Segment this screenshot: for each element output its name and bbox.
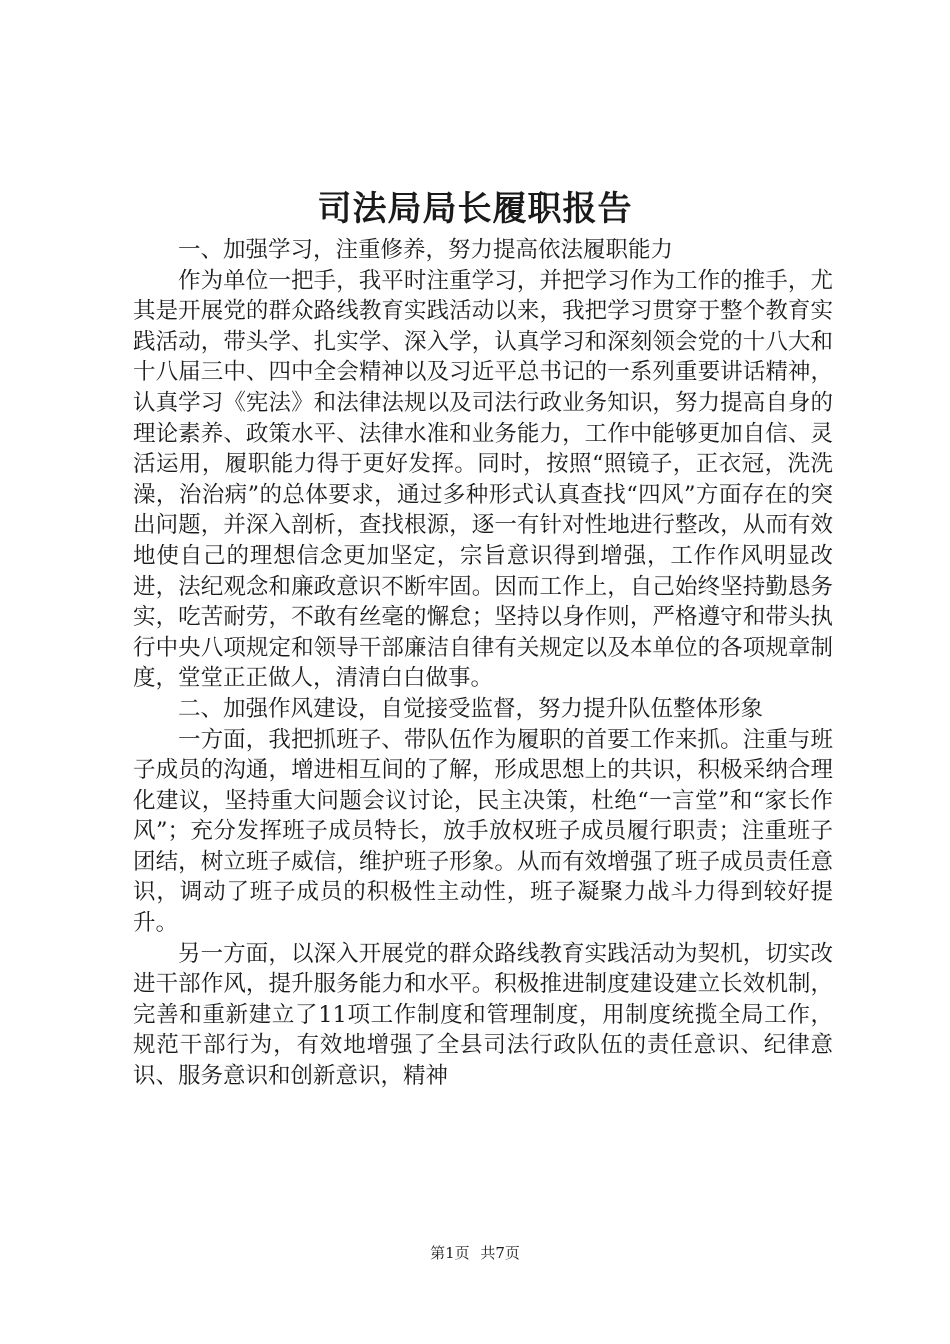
document-title: 司法局局长履职报告 [317,189,633,229]
body-paragraph: 一方面，我把抓班子、带队伍作为履职的首要工作来抓。注重与班子成员的沟通，增进相互间的了解，形成思想上的共识，积极采纳合理化建议，坚持重大问题会议讨论，民主决策，杜绝“一言堂”和“家长作风”；充分发挥班子成员特长，放手放权班子成员履行职责；注重班子团结，树立班子威信，维护班子形象。从而有效增强了班子成员责任意识，调动了班子成员的积极性主动性，班子凝聚力战斗力得到较好提升。 [133,726,833,937]
page-total: 共7页 [480,1244,520,1262]
section-heading-1: 一、加强学习，注重修养，努力提高依法履职能力 [178,237,674,263]
section-heading-2: 二、加强作风建设，自觉接受监督，努力提升队伍整体形象 [178,695,764,722]
document-body [133,235,833,1092]
page-footer [0,1243,950,1263]
body-paragraph: 作为单位一把手，我平时注重学习，并把学习作为工作的推手，尤其是开展党的群众路线教育实践活动以来，我把学习贯穿于整个教育实践活动，带头学、扎实学、深入学，认真学习和深刻领会党的十八大和十八届三中、四中全会精神以及习近平总书记的一系列重要讲话精神，认真学习《宪法》和法律法规以及司法行政业务知识，努力提高自身的理论素养、政策水平、法律水准和业务能力，工作中能够更加自信、灵活运用，履职能力得于更好发挥。同时，按照“照镜子，正衣冠，洗洗澡，治治病”的总体要求，通过多种形式认真查找“四风”方面存在的突出问题，并深入剖析，查找根源，逐一有针对性地进行整改，从而有效地使自己的理想信念更加坚定，宗旨意识得到增强，工作作风明显改进，法纪观念和廉政意识不断牢固。因而工作上，自己始终坚持勤恳务实，吃苦耐劳，不敢有丝毫的懈怠；坚持以身作则，严格遵守和带头执行中央八项规定和领导干部廉洁自律有关规定以及本单位的各项规章制度，堂堂正正做人，清清白白做事。 [133,267,833,692]
body-paragraph: 另一方面，以深入开展党的群众路线教育实践活动为契机，切实改进干部作风，提升服务能力和水平。积极推进制度建设建立长效机制，完善和重新建立了11项工作制度和管理制度，用制度统揽全局工作，规范干部行为，有效地增强了全县司法行政队伍的责任意识、纪律意识、服务意识和创新意识，精神 [133,940,833,1090]
page-number: 第1页 [430,1244,470,1262]
